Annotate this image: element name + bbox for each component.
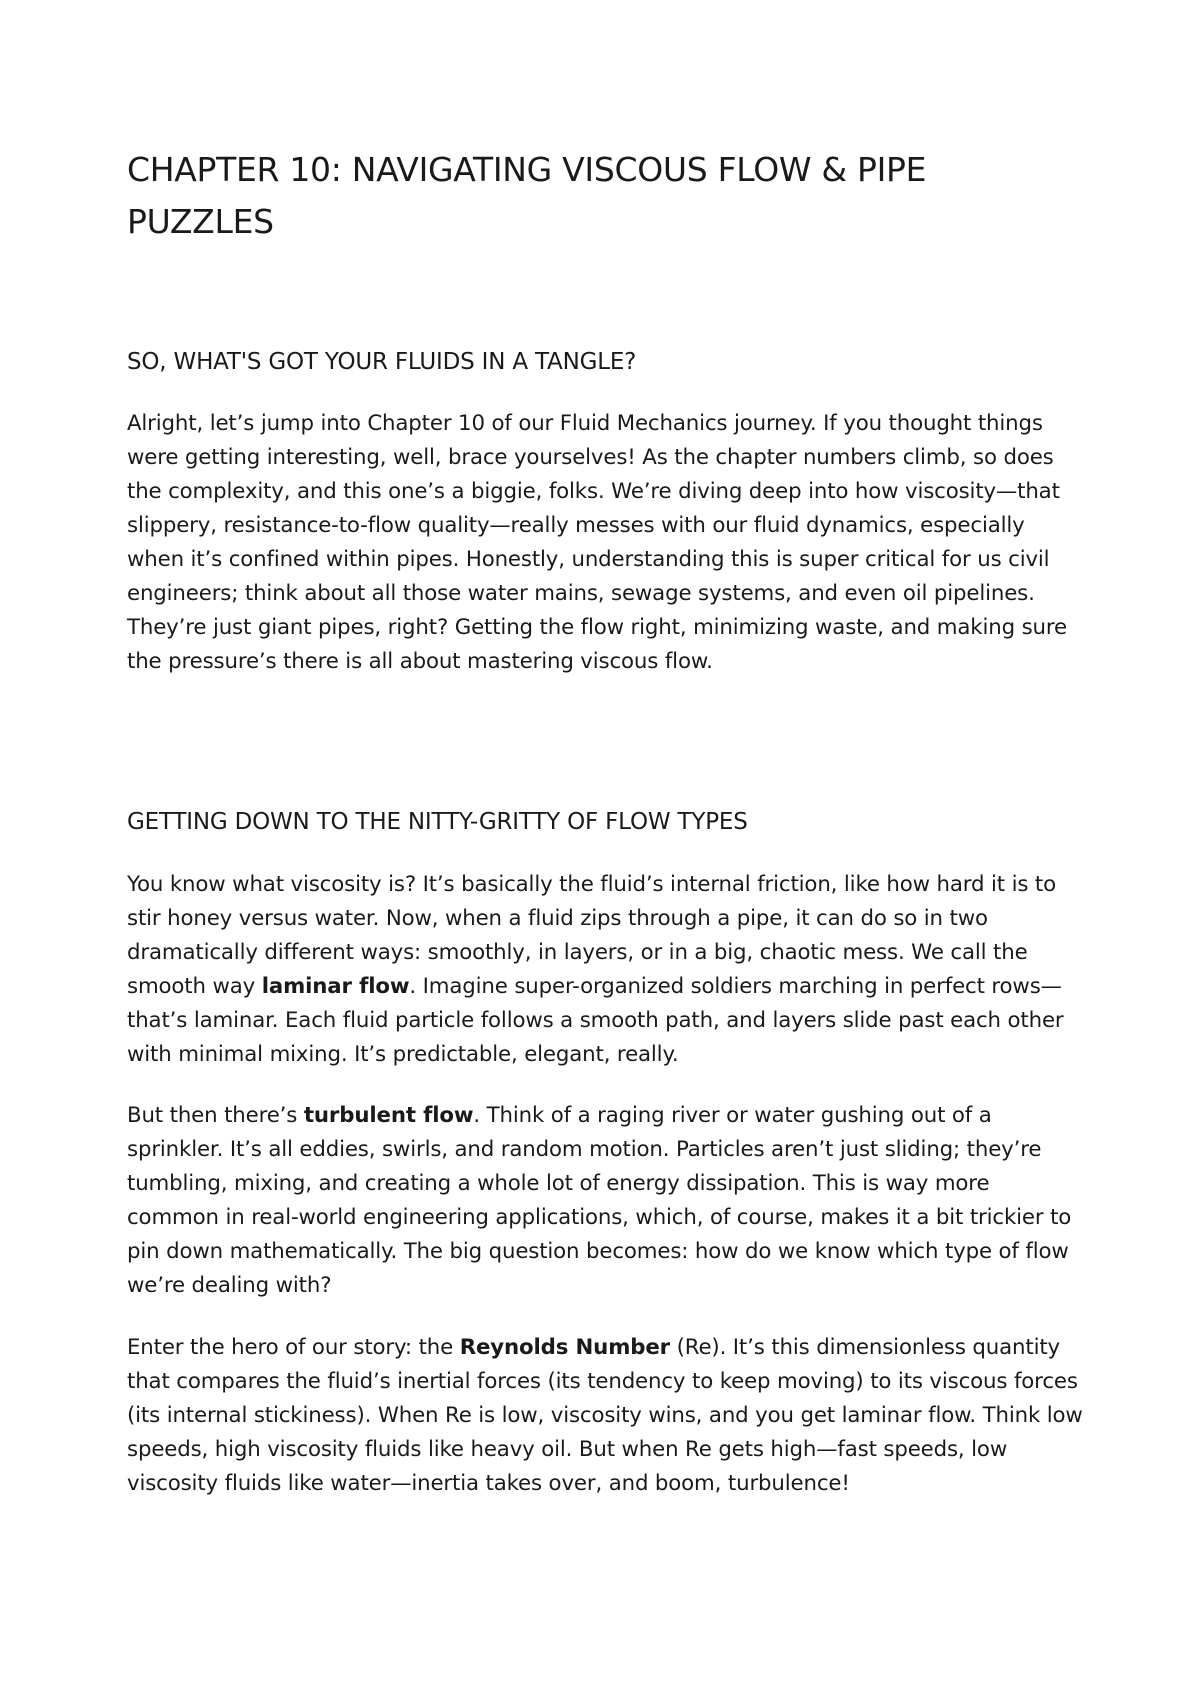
paragraph-text: Enter the hero of our story: the	[127, 1335, 460, 1360]
term-reynolds-number: Reynolds Number	[459, 1335, 670, 1360]
section-heading-flow-types: GETTING DOWN TO THE NITTY-GRITTY OF FLOW TYPES	[127, 809, 748, 835]
term-laminar-flow: laminar flow	[261, 974, 410, 999]
paragraph-text: . Think of a raging river or water gushing out of a sprinkler. It’s all eddies, swirls, and random motion. Particles aren’t just sliding; they’re tumbling, mixing, and creating a whole lot of energy dissipation. This is way more common in real-world engineering applications, which, of course, makes it a bit trickier to pin down mathematically. The big question becomes: how do we know which type of flow we’re dealing with?	[127, 1103, 1072, 1298]
paragraph-text: (Re). It’s this dimensionless quantity that compares the fluid’s inertial forces (its tendency to keep moving) to its viscous forces (its internal stickiness). When Re is low, viscosity wins, and you get laminar flow. Think low speeds, high viscosity fluids like heavy oil. But when Re gets high—fast speeds, low viscosity fluids like water—inertia takes over, and boom, turbulence!	[127, 1335, 1083, 1496]
intro-paragraph: Alright, let’s jump into Chapter 10 of our Fluid Mechanics journey. If you thought things were getting interesting, well, brace yourselves! As the chapter numbers climb, so does the complexity, and this one’s a biggie, folks. We’re diving deep into how viscosity—that slippery, resistance-to-flow quality—really messes with our fluid dynamics, especially when it’s confined within pipes. Honestly, understanding this is super critical for us civil engineers; think about all those water mains, sewage systems, and even oil pipelines. They’re just giant pipes, right? Getting the flow right, minimizing waste, and making sure the pressure’s there is all about mastering viscous flow.	[127, 411, 1067, 674]
term-turbulent-flow: turbulent flow	[303, 1103, 474, 1128]
viscosity-paragraph	[127, 868, 1087, 1072]
paragraph-text: . Imagine super-organized soldiers marching in perfect rows—that’s laminar. Each fluid particle follows a smooth path, and layers slide past each other with minimal mixing. It’s predictable, elegant, really.	[127, 974, 1064, 1067]
section-heading-tangle: SO, WHAT'S GOT YOUR FLUIDS IN A TANGLE?	[127, 349, 637, 375]
reynolds-paragraph	[127, 1331, 1087, 1501]
chapter-title: CHAPTER 10: NAVIGATING VISCOUS FLOW & PIPE PUZZLES	[127, 150, 927, 241]
paragraph-text: But then there’s	[127, 1103, 304, 1128]
paragraph-text: You know what viscosity is? It’s basically the fluid’s internal friction, like how hard it is to stir honey versus water. Now, when a fluid zips through a pipe, it can do so in two dramatically different ways: smoothly, in layers, or in a big, chaotic mess. We call the smooth way	[127, 872, 1057, 999]
turbulent-paragraph	[127, 1099, 1087, 1303]
